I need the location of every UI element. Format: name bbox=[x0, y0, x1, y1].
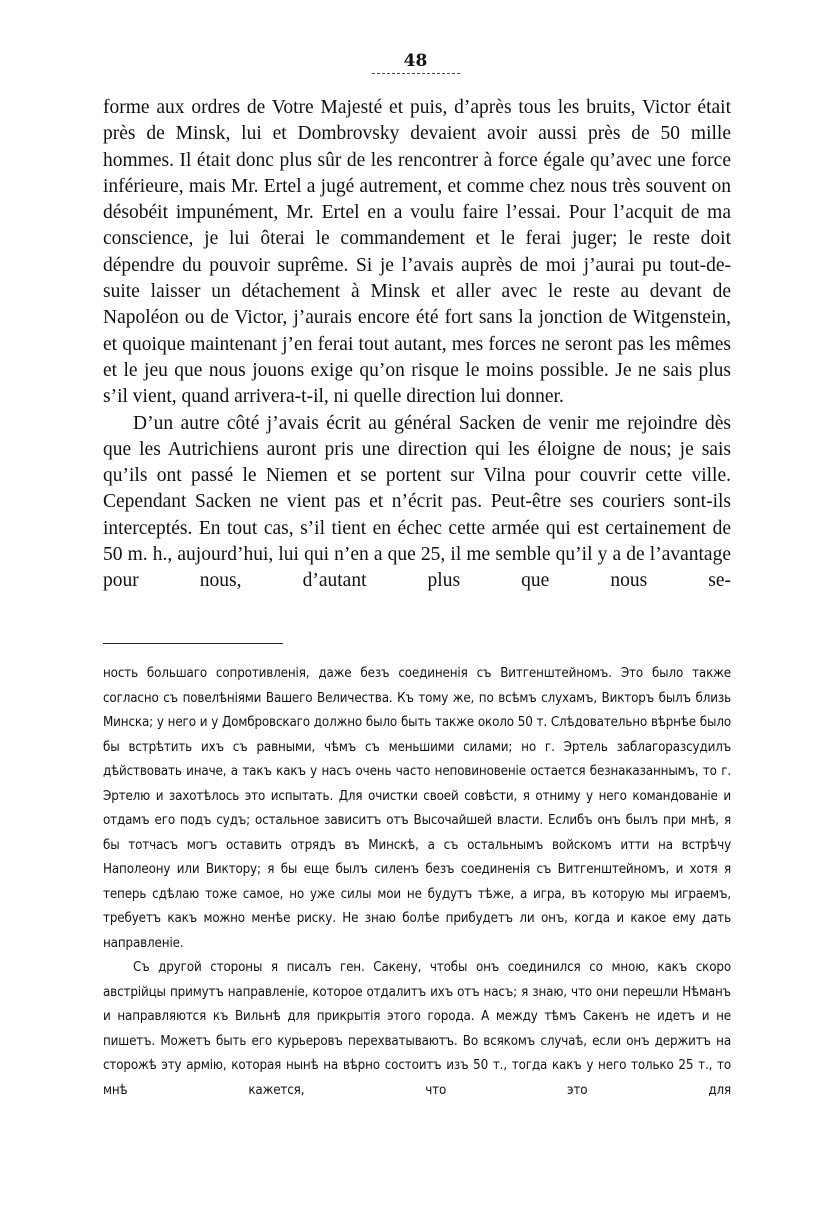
russian-translation-block bbox=[103, 662, 731, 1103]
french-paragraph-1: forme aux ordres de Votre Majesté et puis, d’après tous les bruits, Victor était près de Minsk, lui et Dombrovsky devaient avoir aussi près de 50 mille hommes. Il était donc plus sûr de les rencontrer à force égale qu’avec une force inférieure, mais Mr. Ertel a jugé autrement, et comme chez nous très souvent on désobéit impunément, Mr. Ertel en a voulu faire l’essai. Pour l’acquit de ma conscience, je lui ôterai le commandement et le ferai juger; le reste doit dépendre du pouvoir suprême. Si je l’avais auprès de moi j’aurai pu tout-de-suite laisser un détachement à Minsk et aller avec le reste au devant de Napoléon ou de Victor, j’aurais encore été fort sans la jonction de Witgenstein, et quoique maintenant j’en ferai tout autant, mes forces ne seront pas les mêmes et le jeu que nous jouons exige qu’on risque le moins possible. Je ne sais plus s’il vient, quand arrivera-t-il, ni quelle direction lui donner. bbox=[103, 97, 731, 408]
page-number: 48 bbox=[403, 51, 428, 71]
russian-paragraph-1: ность большаго сопротивленія, даже безъ соединенія съ Витгенштейномъ. Это было также согласно съ повелѣніями Вашего Величества. Къ тому же, по всѣмъ слухамъ, Викторъ былъ близь Минска; у него и у Домбровскаго должно было быть также около 50 т. Слѣдовательно вѣрнѣе было бы встрѣтить ихъ съ равными, чѣмъ съ меньшими силами; но г. Эртель заблагоразсудилъ дѣйствовать иначе, а такъ какъ у насъ очень часто неповиновеніе остается безнаказаннымъ, то г. Эртелю и захотѣлось это испытать. Для очистки своей совѣсти, я отниму у него командованіе и отдамъ его подъ судъ; остальное зависитъ отъ Высочайшей власти. Еслибъ онъ былъ при мнѣ, я бы тотчасъ могъ оставить отрядъ въ Минскѣ, а съ остальнымъ войскомъ итти на встрѣчу Наполеону или Виктору; я бы еще былъ силенъ безъ соединенія съ Витгенштейномъ, и хотя я теперь сдѣлаю тоже самое, но уже силы мои не будутъ тѣже, а игра, въ которую мы играемъ, требуетъ какъ можно менѣе риску. Не знаю болѣе прибудетъ ли онъ, когда и какое ему дать направленіе. bbox=[103, 666, 731, 951]
russian-paragraph-2: Съ другой стороны я писалъ ген. Сакену, чтобы онъ соединился со мною, какъ скоро австрійцы примутъ направленіе, которое отдалитъ ихъ отъ насъ; я знаю, что они перешли Нѣманъ и направляются къ Вильнѣ для прикрытія этого города. А между тѣмъ Сакенъ не идетъ и не пишетъ. Можетъ быть его курьеровъ перехватываютъ. Во всякомъ случаѣ, если онъ держитъ на сторожѣ эту армію, которая нынѣ на вѣрно состоитъ изъ 50 т., тогда какъ у него только 25 т., то мнѣ кажется, что это для bbox=[103, 960, 731, 1098]
french-paragraph-2: D’un autre côté j’avais écrit au général Sacken de venir me rejoindre dès que les Autrichiens auront pris une direction qui les éloigne de nous; je sais qu’ils ont passé le Niemen et se portent sur Vilna pour couvrir cette ville. Cependant Sacken ne vient pas et n’écrit pas. Peut-être ses couriers sont-ils interceptés. En tout cas, s’il tient en échec cette armée qui est certainement de 50 m. h., aujourd’hui, lui qui n’en a que 25, il me semble qu’il y a de l’avantage pour nous, d’autant plus que nous se- bbox=[103, 412, 731, 592]
footnote-separator bbox=[103, 643, 283, 644]
french-text-block bbox=[103, 95, 731, 595]
page-number-underline bbox=[372, 73, 460, 74]
